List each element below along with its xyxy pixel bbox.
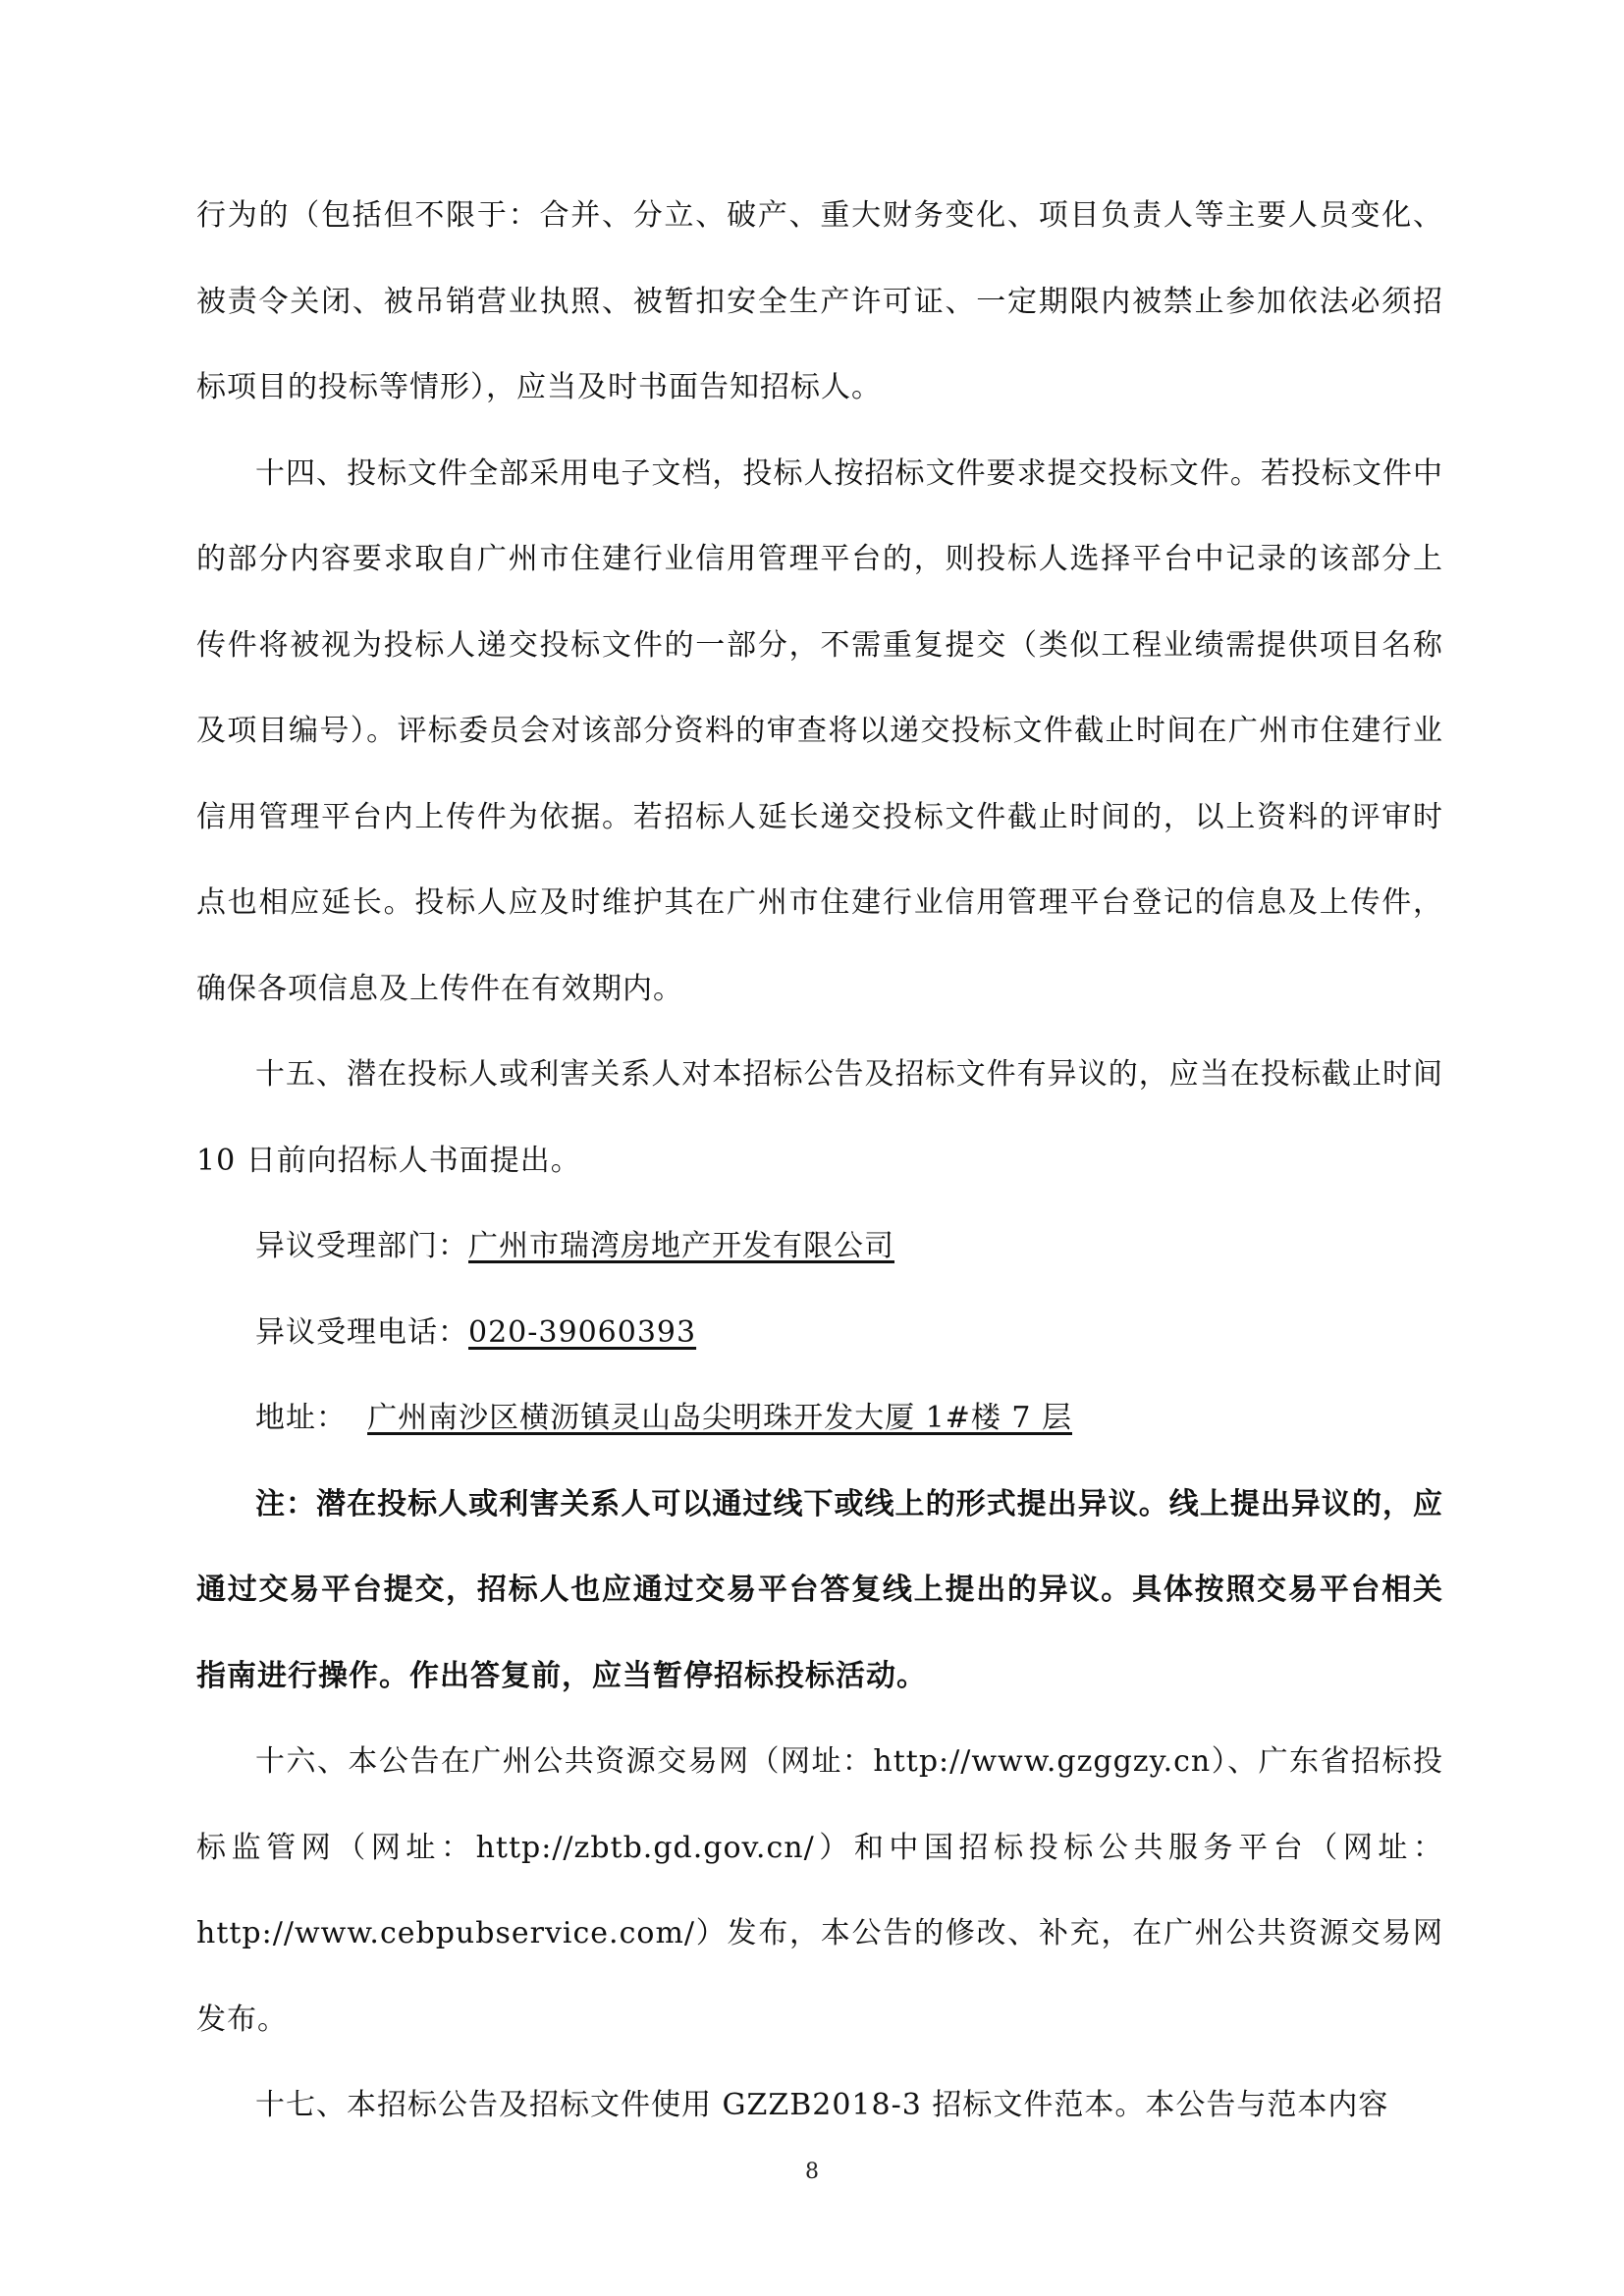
paragraph-16: 十六、本公告在广州公共资源交易网（网址：http://www.gzggzy.cn）、广东省招标投标监管网（网址：http://zbtb.gd.gov.cn/）和中国招标投标公共服务平台（网址：http://www.cebpubservice.com/）发布，本公告的修改、补充，在广州公共资源交易网发布。 <box>196 1744 1443 2037</box>
objection-phone-value: 020-39060393 <box>468 1314 697 1350</box>
address-label: 地址： <box>255 1401 347 1435</box>
objection-dept-value: 广州市瑞湾房地产开发有限公司 <box>468 1229 894 1263</box>
objection-phone-label: 异议受理电话： <box>255 1314 468 1350</box>
note-paragraph: 注：潜在投标人或利害关系人可以通过线下或线上的形式提出异议。线上提出异议的，应通过交易平台提交，招标人也应通过交易平台答复线上提出的异议。具体按照交易平台相关指南进行操作。作出答复前，应当暂停招标投标活动。 <box>196 1486 1443 1693</box>
paragraph-15: 十五、潜在投标人或利害关系人对本招标公告及招标文件有异议的，应当在投标截止时间 10 日前向招标人书面提出。 <box>196 1057 1443 1178</box>
address-value: 广州南沙区横沥镇灵山岛尖明珠开发大厦 1#楼 7 层 <box>367 1401 1072 1435</box>
paragraph-17: 十七、本招标公告及招标文件使用 GZZB2018-3 招标文件范本。本公告与范本内容 <box>255 2088 1389 2122</box>
document-body <box>196 173 1443 2149</box>
objection-dept-label: 异议受理部门： <box>255 1229 468 1263</box>
page-number: 8 <box>805 2160 819 2184</box>
paragraph-continued: 行为的（包括但不限于：合并、分立、破产、重大财务变化、项目负责人等主要人员变化、被责令关闭、被吊销营业执照、被暂扣安全生产许可证、一定期限内被禁止参加依法必须招标项目的投标等情形），应当及时书面告知招标人。 <box>196 198 1443 404</box>
objection-phone-line <box>196 1290 1443 1376</box>
address-line <box>196 1375 1443 1462</box>
paragraph-14: 十四、投标文件全部采用电子文档，投标人按招标文件要求提交投标文件。若投标文件中的部分内容要求取自广州市住建行业信用管理平台的，则投标人选择平台中记录的该部分上传件将被视为投标人递交投标文件的一部分，不需重复提交（类似工程业绩需提供项目名称及项目编号）。评标委员会对该部分资料的审查将以递交投标文件截止时间在广州市住建行业信用管理平台内上传件为依据。若招标人延长递交投标文件截止时间的，以上资料的评审时点也相应延长。投标人应及时维护其在广州市住建行业信用管理平台登记的信息及上传件，确保各项信息及上传件在有效期内。 <box>196 455 1443 1006</box>
objection-dept-line <box>196 1203 1443 1290</box>
